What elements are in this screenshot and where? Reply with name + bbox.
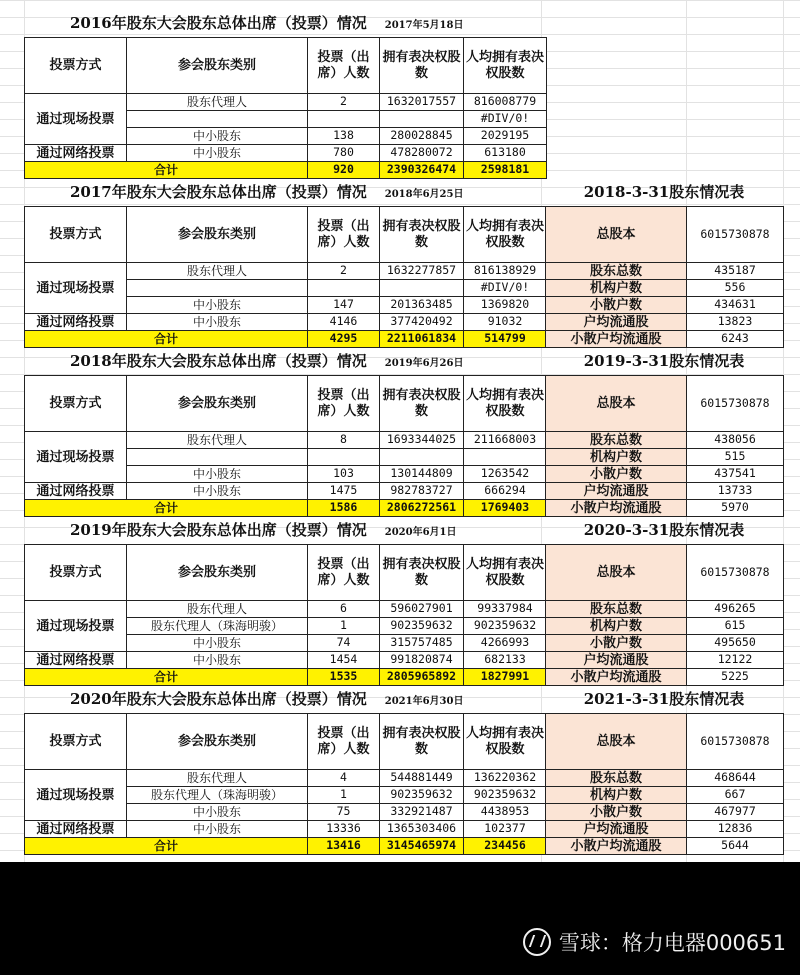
votes-cell: 1454 [308,652,380,669]
label-perFloat: 户均流通股 [546,652,687,669]
label-retail: 小散户数 [546,466,687,483]
method-onsite: 通过现场投票 [25,94,127,145]
table-row [25,94,547,111]
shares-cell: 1365303406 [380,821,464,838]
table-row [546,714,784,770]
votes-cell: 4146 [308,314,380,331]
votes-cell: 1 [308,787,380,804]
category-cell: 股东代理人（珠海明骏） [127,618,308,635]
avg-cell: 4438953 [464,804,547,821]
votes-cell: 4 [308,770,380,787]
table-row [546,635,784,652]
label-capital: 总股本 [546,376,687,432]
value-capital: 6015730878 [687,376,784,432]
category-cell [127,449,308,466]
avg-cell: 91032 [464,314,547,331]
total-votes: 13416 [308,838,380,855]
column-header-category: 参会股东类别 [127,207,308,263]
column-header-avg: 人均拥有表决权股数 [464,38,547,94]
category-cell: 股东代理人 [127,94,308,111]
table-row [546,787,784,804]
category-cell: 中小股东 [127,804,308,821]
shares-cell [380,280,464,297]
category-cell [127,280,308,297]
column-header-method: 投票方式 [25,545,127,601]
votes-cell: 103 [308,466,380,483]
value-inst: 667 [687,787,784,804]
method-onsite: 通过现场投票 [25,432,127,483]
column-header-category: 参会股东类别 [127,545,308,601]
value-perFloat: 13823 [687,314,784,331]
avg-cell: 4266993 [464,635,547,652]
method-onsite: 通过现场投票 [25,263,127,314]
value-capital: 6015730878 [687,545,784,601]
label-retailFloat: 小散户均流通股 [546,500,687,517]
table-row [25,652,547,669]
label-perFloat: 户均流通股 [546,821,687,838]
table-row [546,669,784,686]
table-row [546,263,784,280]
label-holders: 股东总数 [546,432,687,449]
label-perFloat: 户均流通股 [546,483,687,500]
holder-table [545,544,784,686]
table-row [25,601,547,618]
holder-table [545,206,784,348]
total-avg: 514799 [464,331,547,348]
holder-table [545,375,784,517]
label-holders: 股东总数 [546,601,687,618]
value-perFloat: 12836 [687,821,784,838]
value-retailFloat: 5225 [687,669,784,686]
total-votes: 920 [308,162,380,179]
column-header-shares: 拥有表决权股数 [380,376,464,432]
label-inst: 机构户数 [546,280,687,297]
votes-cell: 138 [308,128,380,145]
total-shares: 3145465974 [380,838,464,855]
column-header-votes: 投票（出席）人数 [308,714,380,770]
total-votes: 1586 [308,500,380,517]
label-retailFloat: 小散户均流通股 [546,331,687,348]
value-holders: 438056 [687,432,784,449]
shares-cell: 130144809 [380,466,464,483]
avg-cell: 682133 [464,652,547,669]
value-perFloat: 12122 [687,652,784,669]
footer-bar [0,862,800,975]
votes-cell: 1 [308,618,380,635]
votes-cell: 1475 [308,483,380,500]
value-perFloat: 13733 [687,483,784,500]
column-header-method: 投票方式 [25,207,127,263]
meeting-title [70,12,463,33]
table-row [25,821,547,838]
shares-cell: 902359632 [380,787,464,804]
meeting-title-text: 2017年股东大会股东总体出席（投票）情况 [70,183,367,201]
header-row [25,714,547,770]
votes-cell: 6 [308,601,380,618]
column-header-votes: 投票（出席）人数 [308,545,380,601]
votes-cell [308,280,380,297]
total-row [25,669,547,686]
category-cell: 中小股东 [127,483,308,500]
table-row [546,432,784,449]
column-header-category: 参会股东类别 [127,38,308,94]
meeting-title [70,519,457,540]
total-shares: 2806272561 [380,500,464,517]
label-retail: 小散户数 [546,635,687,652]
category-cell: 中小股东 [127,635,308,652]
label-capital: 总股本 [546,545,687,601]
holder-table [545,713,784,855]
avg-cell: 1263542 [464,466,547,483]
total-shares: 2211061834 [380,331,464,348]
shares-cell: 544881449 [380,770,464,787]
category-cell: 中小股东 [127,297,308,314]
method-onsite: 通过现场投票 [25,770,127,821]
holder-table-title: 2021-3-31股东情况表 [583,690,745,708]
category-cell: 股东代理人 [127,770,308,787]
votes-cell [308,449,380,466]
meeting-title-text: 2020年股东大会股东总体出席（投票）情况 [70,690,367,708]
label-holders: 股东总数 [546,263,687,280]
meeting-title-text: 2018年股东大会股东总体出席（投票）情况 [70,352,367,370]
table-row [546,618,784,635]
header-row [25,38,547,94]
meeting-date: 2018年6月25日 [384,189,464,200]
table-row [546,297,784,314]
method-online: 通过网络投票 [25,483,127,500]
column-header-votes: 投票（出席）人数 [308,207,380,263]
votes-cell: 75 [308,804,380,821]
avg-cell: 902359632 [464,618,547,635]
meeting-title-text: 2016年股东大会股东总体出席（投票）情况 [70,14,367,32]
method-online: 通过网络投票 [25,821,127,838]
category-cell: 中小股东 [127,821,308,838]
column-header-votes: 投票（出席）人数 [308,38,380,94]
votes-cell: 74 [308,635,380,652]
avg-cell: 136220362 [464,770,547,787]
value-retail: 437541 [687,466,784,483]
total-label: 合计 [25,838,308,855]
table-row [546,466,784,483]
column-header-shares: 拥有表决权股数 [380,545,464,601]
snowball-logo-icon [523,928,551,956]
table-row [25,483,547,500]
avg-cell: 613180 [464,145,547,162]
holder-table-title: 2018-3-31股东情况表 [583,183,745,201]
value-retail: 434631 [687,297,784,314]
value-holders: 435187 [687,263,784,280]
avg-cell: 99337984 [464,601,547,618]
category-cell [127,111,308,128]
column-header-method: 投票方式 [25,38,127,94]
total-label: 合计 [25,162,308,179]
column-header-shares: 拥有表决权股数 [380,714,464,770]
category-cell: 股东代理人（珠海明骏） [127,787,308,804]
category-cell: 股东代理人 [127,263,308,280]
value-inst: 615 [687,618,784,635]
avg-cell: 102377 [464,821,547,838]
table-row [546,280,784,297]
category-cell: 中小股东 [127,466,308,483]
shares-cell: 377420492 [380,314,464,331]
category-cell: 中小股东 [127,652,308,669]
shares-cell: 332921487 [380,804,464,821]
votes-cell: 2 [308,94,380,111]
label-inst: 机构户数 [546,787,687,804]
votes-cell: 147 [308,297,380,314]
meeting-date: 2019年6月26日 [384,358,464,369]
shares-cell: 1632277857 [380,263,464,280]
avg-cell: 2029195 [464,128,547,145]
table-row [546,207,784,263]
label-inst: 机构户数 [546,618,687,635]
avg-cell: 816138929 [464,263,547,280]
column-header-votes: 投票（出席）人数 [308,376,380,432]
label-holders: 股东总数 [546,770,687,787]
total-shares: 2805965892 [380,669,464,686]
table-row [546,449,784,466]
column-header-category: 参会股东类别 [127,714,308,770]
total-row [25,331,547,348]
table-row [546,601,784,618]
value-retailFloat: 5970 [687,500,784,517]
avg-cell: 1369820 [464,297,547,314]
label-retailFloat: 小散户均流通股 [546,838,687,855]
shares-cell: 1632017557 [380,94,464,111]
category-cell: 股东代理人 [127,601,308,618]
total-label: 合计 [25,331,308,348]
table-row [546,331,784,348]
total-votes: 4295 [308,331,380,348]
table-row [546,376,784,432]
label-capital: 总股本 [546,207,687,263]
total-avg: 2598181 [464,162,547,179]
votes-cell: 780 [308,145,380,162]
table-row [546,770,784,787]
value-capital: 6015730878 [687,714,784,770]
shares-cell: 478280072 [380,145,464,162]
header-row [25,545,547,601]
value-capital: 6015730878 [687,207,784,263]
total-label: 合计 [25,669,308,686]
avg-cell: 816008779 [464,94,547,111]
attendance-table [24,375,547,517]
label-retail: 小散户数 [546,297,687,314]
meeting-title [70,350,463,371]
meeting-date: 2017年5月18日 [384,20,464,31]
meeting-date: 2020年6月1日 [384,527,457,538]
avg-cell: #DIV/0! [464,280,547,297]
watermark-text: 雪球：格力电器000651 [558,931,786,955]
label-perFloat: 户均流通股 [546,314,687,331]
column-header-method: 投票方式 [25,714,127,770]
avg-cell: 211668003 [464,432,547,449]
table-row [25,314,547,331]
method-online: 通过网络投票 [25,652,127,669]
method-online: 通过网络投票 [25,314,127,331]
total-row [25,500,547,517]
shares-cell [380,111,464,128]
table-row [546,652,784,669]
category-cell: 中小股东 [127,128,308,145]
votes-cell: 8 [308,432,380,449]
avg-cell [464,449,547,466]
total-label: 合计 [25,500,308,517]
total-avg: 1769403 [464,500,547,517]
label-capital: 总股本 [546,714,687,770]
total-row [25,162,547,179]
column-header-shares: 拥有表决权股数 [380,207,464,263]
avg-cell: 902359632 [464,787,547,804]
column-header-method: 投票方式 [25,376,127,432]
table-row [546,821,784,838]
attendance-table [24,713,547,855]
total-votes: 1535 [308,669,380,686]
column-header-avg: 人均拥有表决权股数 [464,376,547,432]
attendance-table [24,37,547,179]
shares-cell: 315757485 [380,635,464,652]
method-online: 通过网络投票 [25,145,127,162]
table-row [546,804,784,821]
table-row [546,500,784,517]
value-inst: 515 [687,449,784,466]
value-retailFloat: 6243 [687,331,784,348]
shares-cell: 596027901 [380,601,464,618]
avg-cell: #DIV/0! [464,111,547,128]
column-header-avg: 人均拥有表决权股数 [464,207,547,263]
shares-cell: 902359632 [380,618,464,635]
value-retail: 495650 [687,635,784,652]
value-holders: 468644 [687,770,784,787]
header-row [25,207,547,263]
total-avg: 1827991 [464,669,547,686]
column-header-avg: 人均拥有表决权股数 [464,714,547,770]
header-row [25,376,547,432]
value-holders: 496265 [687,601,784,618]
attendance-table [24,206,547,348]
label-retail: 小散户数 [546,804,687,821]
meeting-date: 2021年6月30日 [384,696,464,707]
column-header-shares: 拥有表决权股数 [380,38,464,94]
shares-cell: 201363485 [380,297,464,314]
label-retailFloat: 小散户均流通股 [546,669,687,686]
category-cell: 中小股东 [127,145,308,162]
category-cell: 中小股东 [127,314,308,331]
table-row [25,432,547,449]
votes-cell [308,111,380,128]
holder-table-title: 2019-3-31股东情况表 [583,352,745,370]
label-inst: 机构户数 [546,449,687,466]
holder-table-title: 2020-3-31股东情况表 [583,521,745,539]
shares-cell: 280028845 [380,128,464,145]
shares-cell: 982783727 [380,483,464,500]
total-avg: 234456 [464,838,547,855]
table-row [546,483,784,500]
total-row [25,838,547,855]
table-row [25,263,547,280]
shares-cell: 1693344025 [380,432,464,449]
table-row [25,770,547,787]
column-header-avg: 人均拥有表决权股数 [464,545,547,601]
value-retailFloat: 5644 [687,838,784,855]
attendance-table [24,544,547,686]
table-row [25,145,547,162]
table-row [546,314,784,331]
meeting-title [70,688,463,709]
meeting-title [70,181,463,202]
category-cell: 股东代理人 [127,432,308,449]
column-header-category: 参会股东类别 [127,376,308,432]
method-onsite: 通过现场投票 [25,601,127,652]
table-row [546,838,784,855]
table-row [546,545,784,601]
value-inst: 556 [687,280,784,297]
value-retail: 467977 [687,804,784,821]
watermark [523,927,786,957]
votes-cell: 2 [308,263,380,280]
meeting-title-text: 2019年股东大会股东总体出席（投票）情况 [70,521,367,539]
total-shares: 2390326474 [380,162,464,179]
votes-cell: 13336 [308,821,380,838]
shares-cell [380,449,464,466]
shares-cell: 991820874 [380,652,464,669]
avg-cell: 666294 [464,483,547,500]
